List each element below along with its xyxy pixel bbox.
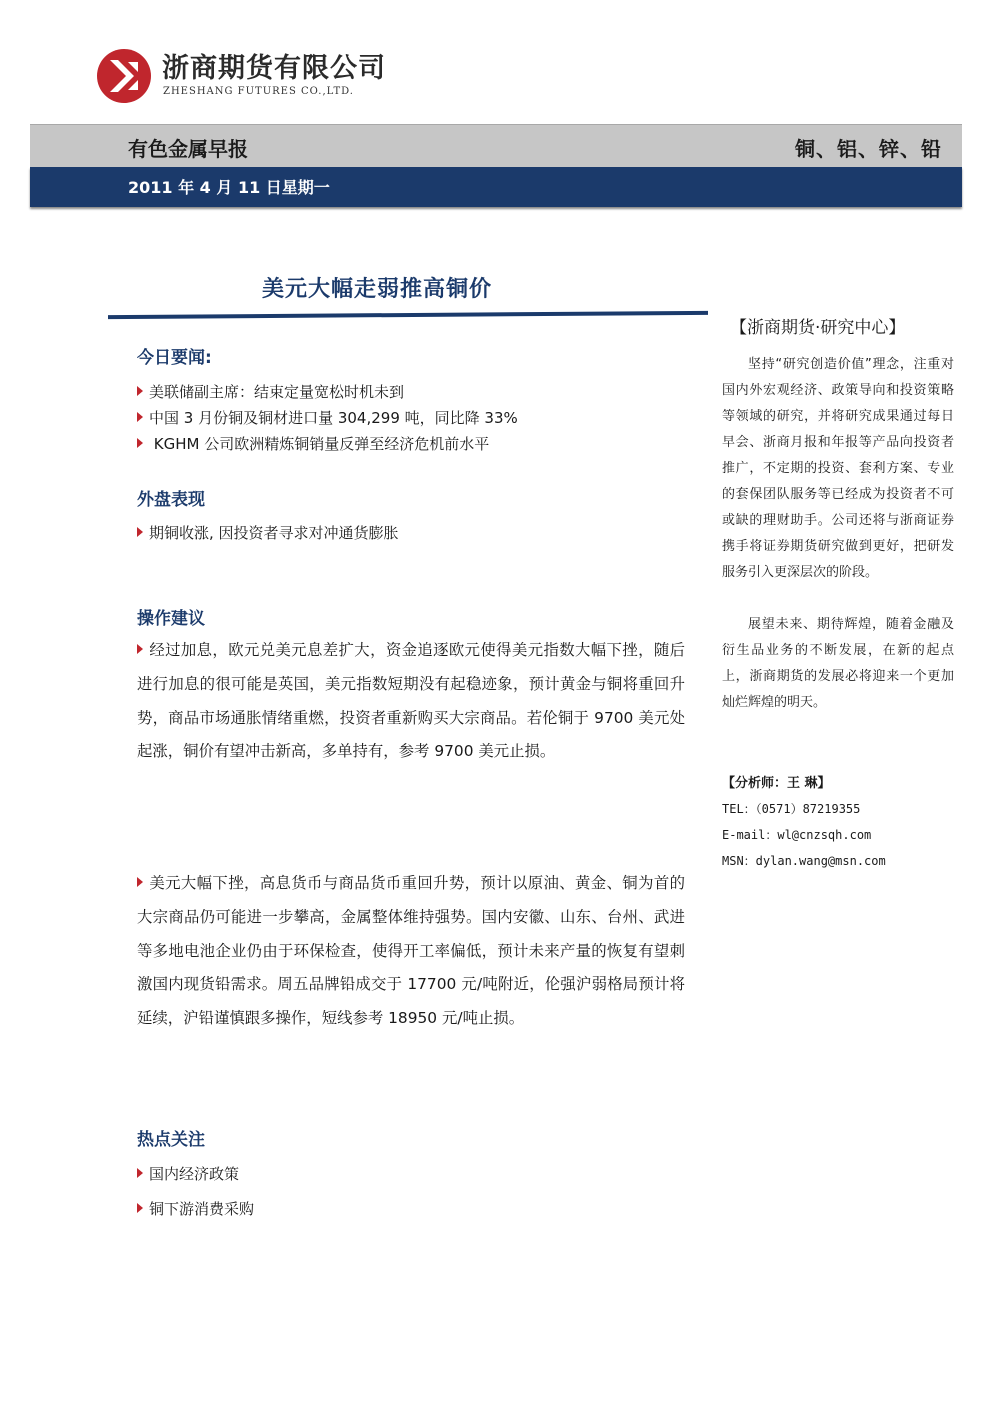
company-name-en: ZHESHANG FUTURES CO.,LTD. [163,86,354,97]
section-heading-advice: 操作建议 [137,609,205,629]
bullet-arrow-icon [137,644,143,654]
section-heading-focus: 热点关注 [137,1130,205,1150]
news-item: KGHM 公司欧洲精炼铜销量反弹至经济危机前水平 [137,433,489,454]
analyst-msn: MSN：dylan.wang@msn.com [722,854,886,868]
analyst-name: 【分析师：王 琳】 [722,776,831,791]
section-heading-news: 今日要闻: [137,348,212,368]
report-title: 有色金属早报 [128,137,248,161]
report-date: 2011 年 4 月 11 日星期一 [128,178,330,197]
bullet-arrow-icon [137,877,143,887]
advice-paragraph: 美元大幅下挫，高息货币与商品货币重回升势，预计以原油、黄金、铜为首的大宗商品仍可能进一步攀高，金属整体维持强势。国内安徽、山东、台州、武进等多地电池企业仍由于环保检查，使得开工率偏低，预计未来产量的恢复有望刺激国内现货铅需求。周五品牌铅成交于 17700 元/吨附近，伦强沪弱格局预计将延续，沪铅谨慎跟多操作，短线参考 18950 元/吨止损。 [137,874,685,1028]
company-emblem-icon [96,48,152,104]
bullet-arrow-icon [137,1168,143,1178]
focus-item: 国内经济政策 [137,1163,239,1184]
bullet-arrow-icon [137,1203,143,1213]
news-item: 美联储副主席：结束定量宽松时机未到 [137,381,404,402]
focus-item: 铜下游消费采购 [137,1198,254,1219]
bullet-arrow-icon [137,412,143,422]
sidebar-heading: 【浙商期货·研究中心】 [730,318,906,338]
sidebar-paragraph: 展望未来、期待辉煌，随着金融及衍生品业务的不断发展，在新的起点上，浙商期货的发展必将迎来一个更加灿烂辉煌的明天。 [722,617,954,710]
company-name-cn: 浙商期货有限公司 [162,53,386,84]
company-logo [96,44,396,106]
advice-paragraph: 经过加息，欧元兑美元息差扩大，资金追逐欧元使得美元指数大幅下挫，随后进行加息的很可能是英国，美元指数短期没有起稳迹象，预计黄金与铜将重回升势，商品市场通胀情绪重燃，投资者重新购买大宗商品。若伦铜于 9700 美元处起涨，铜价有望冲击新高，多单持有，参考 9700 美元止损。 [137,641,685,761]
sidebar-paragraph: 坚持“研究创造价值”理念，注重对国内外宏观经济、政策导向和投资策略等领域的研究，并将研究成果通过每日早会、浙商月报和年报等产品向投资者推广，不定期的投资、套利方案、专业的套保团队服务等已经成为投资者不可或缺的理财助手。公司还将与浙商证券携手将证券期货研究做到更好，把研发服务引入更深层次的阶段。 [722,357,954,580]
external-item: 期铜收涨, 因投资者寻求对冲通货膨胀 [137,522,399,543]
report-title-band [30,124,962,168]
section-heading-external: 外盘表现 [137,490,205,510]
bullet-arrow-icon [137,438,143,448]
report-metals: 铜、铝、锌、铅 [795,137,942,161]
page-headline: 美元大幅走弱推高铜价 [262,277,493,302]
news-item: 中国 3 月份铜及铜材进口量 304,299 吨，同比降 33% [137,407,518,428]
headline-rule [108,311,708,319]
bullet-arrow-icon [137,527,143,537]
analyst-tel: TEL：（0571）87219355 [722,802,861,816]
analyst-email: E-mail：wl@cnzsqh.com [722,828,872,842]
bullet-arrow-icon [137,386,143,396]
report-date-band [30,167,962,207]
